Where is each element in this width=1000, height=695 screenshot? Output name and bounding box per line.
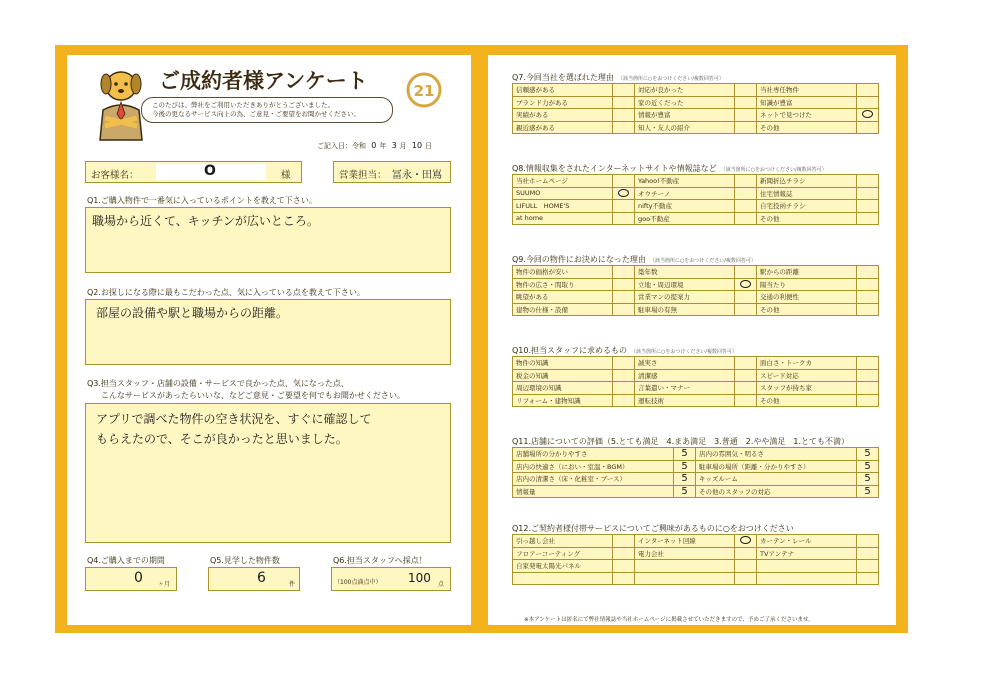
table-row bbox=[513, 535, 879, 548]
q11-table bbox=[512, 447, 879, 498]
q12-option-label: インターネット回線 bbox=[635, 535, 735, 548]
q8-title: Q8.情報収集をされたインターネットサイトや情報誌など （該当箇所に○をおつけください/複数回答可） bbox=[512, 164, 827, 173]
greeting-bubble bbox=[141, 97, 393, 123]
table-row bbox=[513, 121, 879, 134]
q8-option-mark[interactable] bbox=[735, 187, 757, 200]
q12-option-mark[interactable] bbox=[857, 535, 879, 548]
q10-option-mark[interactable] bbox=[613, 394, 635, 407]
table-row bbox=[513, 303, 879, 316]
q4-answer-box[interactable] bbox=[85, 567, 177, 591]
q9-option-mark[interactable] bbox=[857, 303, 879, 316]
table-row bbox=[513, 96, 879, 109]
date-year: 0 bbox=[371, 141, 377, 150]
q12-option-label bbox=[757, 572, 857, 585]
q8-option-label: Yahoo!不動産 bbox=[635, 175, 735, 188]
q5-question: Q5.見学した物件数 bbox=[210, 556, 280, 565]
greeting-line-2: 今後の更なるサービス向上の為、ご意見・ご要望をお聞かせください。 bbox=[152, 110, 360, 118]
q11-item-label: キッズルーム bbox=[696, 473, 857, 486]
customer-suffix: 様 bbox=[281, 170, 291, 181]
survey-title: ご成約者様アンケート bbox=[159, 69, 368, 93]
entry-date: ご記入日：令和 0 年 3 月 10 日 bbox=[317, 141, 433, 150]
q12-option-label: 自家発電太陽光パネル bbox=[513, 560, 613, 573]
q8-option-mark[interactable] bbox=[857, 187, 879, 200]
q3-question-line-1: Q3.担当スタッフ・店舗の設備・サービスで良かった点、気になった点、 bbox=[87, 379, 349, 388]
q2-answer-box[interactable] bbox=[85, 299, 451, 365]
q10-option-label: その他 bbox=[757, 394, 857, 407]
q8-option-mark[interactable] bbox=[857, 200, 879, 213]
q5-unit: 件 bbox=[289, 581, 296, 588]
q6-question: Q6.担当スタッフへ採点！ bbox=[333, 556, 427, 565]
q7-option-mark[interactable] bbox=[613, 84, 635, 97]
q3-answer-line-2: もらえたので、そこが良かったと思いました。 bbox=[96, 432, 348, 446]
q12-option-label: TVアンテナ bbox=[757, 547, 857, 560]
q6-value: 100 bbox=[408, 571, 431, 585]
circle-mark-icon bbox=[740, 280, 751, 288]
q7-option-mark[interactable] bbox=[857, 121, 879, 134]
q10-option-mark[interactable] bbox=[613, 382, 635, 395]
table-row bbox=[513, 212, 879, 225]
q10-option-label: 言葉遣い・マナー bbox=[635, 382, 735, 395]
q12-option-label bbox=[635, 560, 735, 573]
q1-answer: 職場から近くて、キッチンが広いところ。 bbox=[92, 214, 319, 228]
q10-option-mark[interactable] bbox=[857, 357, 879, 370]
q11-item-label: 店内の雰囲気・明るさ bbox=[696, 448, 857, 461]
table-row bbox=[513, 266, 879, 279]
q2-answer: 部屋の設備や駅と職場からの距離。 bbox=[96, 306, 289, 320]
q8-option-label: その他 bbox=[757, 212, 857, 225]
q12-option-mark[interactable] bbox=[613, 560, 635, 573]
q12-option-mark[interactable] bbox=[857, 572, 879, 585]
q8-option-label: at home bbox=[513, 212, 613, 225]
q7-option-label: 知人・友人の紹介 bbox=[635, 121, 735, 134]
q11-item-score[interactable]: 5 bbox=[674, 448, 696, 461]
q10-option-mark[interactable] bbox=[735, 382, 757, 395]
q7-option-mark[interactable] bbox=[857, 84, 879, 97]
q10-option-mark[interactable] bbox=[613, 369, 635, 382]
q9-option-mark[interactable] bbox=[735, 266, 757, 279]
q6-hint: （100点満点中） bbox=[334, 579, 382, 586]
q9-option-mark[interactable] bbox=[857, 291, 879, 304]
q10-title: Q10.担当スタッフに求めるもの （該当箇所に○をおつけください/複数回答可） bbox=[512, 346, 738, 355]
q3-answer-line-1: アプリで調べた物件の空き状況を、すぐに確認して bbox=[96, 412, 372, 426]
q11-title: Q11.店舗についての評価（5.とても満足 4.まあ満足 3.普通 2.やや満足 1.とても不満） bbox=[512, 437, 850, 446]
q9-option-mark[interactable] bbox=[857, 266, 879, 279]
table-row bbox=[513, 382, 879, 395]
q7-option-label: ブランド力がある bbox=[513, 96, 613, 109]
q9-option-mark[interactable] bbox=[735, 303, 757, 316]
q4-value: 0 bbox=[134, 570, 143, 586]
table-row bbox=[513, 460, 879, 473]
circle-mark-icon bbox=[740, 536, 751, 544]
q4-unit: ヶ月 bbox=[158, 581, 171, 588]
table-row bbox=[513, 547, 879, 560]
q12-title: Q12.ご契約者様付帯サービスについてご興味があるものに○をおつけください bbox=[512, 524, 794, 533]
table-row bbox=[513, 109, 879, 122]
table-row bbox=[513, 357, 879, 370]
q10-option-mark[interactable] bbox=[857, 394, 879, 407]
q10-option-label: 税金の知識 bbox=[513, 369, 613, 382]
q12-option-mark[interactable] bbox=[613, 547, 635, 560]
q12-option-mark[interactable] bbox=[857, 547, 879, 560]
table-row bbox=[513, 394, 879, 407]
q8-option-mark[interactable] bbox=[857, 175, 879, 188]
customer-label: お客様名： bbox=[91, 170, 139, 181]
q11-item-score[interactable]: 5 bbox=[674, 473, 696, 486]
q10-option-mark[interactable] bbox=[857, 382, 879, 395]
q9-option-label: 営業マンの提案力 bbox=[635, 291, 735, 304]
q7-option-mark[interactable] bbox=[613, 109, 635, 122]
q2-question: Q2.お探しになる際に最もこだわった点、気に入っている点を教えて下さい。 bbox=[87, 288, 365, 297]
q12-option-mark[interactable] bbox=[735, 535, 757, 548]
q8-option-mark[interactable] bbox=[735, 212, 757, 225]
q8-option-mark[interactable] bbox=[613, 187, 635, 200]
q11-item-label: その他のスタッフの対応 bbox=[696, 485, 857, 498]
q7-option-label: その他 bbox=[757, 121, 857, 134]
q10-table bbox=[512, 356, 879, 407]
q11-item-score[interactable]: 5 bbox=[857, 460, 879, 473]
q8-option-mark[interactable] bbox=[613, 175, 635, 188]
q7-option-label: 実績がある bbox=[513, 109, 613, 122]
q8-option-label: 住宅情報誌 bbox=[757, 187, 857, 200]
staff-label: 営業担当： bbox=[339, 170, 387, 181]
q12-option-mark[interactable] bbox=[735, 572, 757, 585]
q12-option-mark[interactable] bbox=[613, 572, 635, 585]
q8-option-mark[interactable] bbox=[735, 200, 757, 213]
q5-answer-box[interactable] bbox=[208, 567, 300, 591]
q7-option-mark[interactable] bbox=[735, 109, 757, 122]
q8-option-label: goo不動産 bbox=[635, 212, 735, 225]
q10-option-label: 誠実さ bbox=[635, 357, 735, 370]
q10-option-label: スピード対応 bbox=[757, 369, 857, 382]
left-page bbox=[67, 55, 471, 625]
q12-option-label bbox=[513, 572, 613, 585]
q7-option-mark[interactable] bbox=[857, 109, 879, 122]
q9-option-mark[interactable] bbox=[613, 291, 635, 304]
q7-option-label: 情報が豊富 bbox=[635, 109, 735, 122]
table-row bbox=[513, 187, 879, 200]
table-row bbox=[513, 473, 879, 486]
q12-option-label: 引っ越し会社 bbox=[513, 535, 613, 548]
q10-option-label: 面白さ・トークカ bbox=[757, 357, 857, 370]
q10-option-mark[interactable] bbox=[613, 357, 635, 370]
q9-option-label: 立地・周辺環境 bbox=[635, 278, 735, 291]
table-row bbox=[513, 572, 879, 585]
q7-option-mark[interactable] bbox=[735, 96, 757, 109]
q7-option-label: ネットで見つけた bbox=[757, 109, 857, 122]
q12-option-label bbox=[635, 572, 735, 585]
q12-option-label: 電力会社 bbox=[635, 547, 735, 560]
q8-option-label: 自宅投函チラシ bbox=[757, 200, 857, 213]
q9-table bbox=[512, 265, 879, 316]
q7-option-label: 家の近くだった bbox=[635, 96, 735, 109]
q7-option-mark[interactable] bbox=[857, 96, 879, 109]
q9-option-mark[interactable] bbox=[735, 291, 757, 304]
q7-option-label: 対応が良かった bbox=[635, 84, 735, 97]
century21-logo-icon bbox=[405, 71, 443, 109]
q4-question: Q4.ご購入までの期間 bbox=[87, 556, 165, 565]
q7-option-mark[interactable] bbox=[735, 84, 757, 97]
q12-option-mark[interactable] bbox=[857, 560, 879, 573]
q10-option-mark[interactable] bbox=[735, 394, 757, 407]
q7-option-label: 信頼感がある bbox=[513, 84, 613, 97]
footer-note: ※本アンケートは匿名にて弊社情報誌や当社ホームページに掲載させていただきますので、予めご了承くださいませ。 bbox=[524, 617, 814, 623]
right-page bbox=[488, 55, 896, 625]
q9-option-label: 建物の仕様・設備 bbox=[513, 303, 613, 316]
table-row bbox=[513, 84, 879, 97]
q11-item-label: 駐車場の場所（距離・分かりやすさ） bbox=[696, 460, 857, 473]
q9-option-label: その他 bbox=[757, 303, 857, 316]
staff-value: 冨永・田嶌 bbox=[392, 170, 442, 181]
q8-option-label: 新聞折込チラシ bbox=[757, 175, 857, 188]
q8-option-mark[interactable] bbox=[613, 200, 635, 213]
q7-option-mark[interactable] bbox=[613, 96, 635, 109]
q12-option-mark[interactable] bbox=[735, 560, 757, 573]
customer-name-field[interactable] bbox=[85, 161, 302, 183]
table-row bbox=[513, 200, 879, 213]
q10-option-label: 清潔感 bbox=[635, 369, 735, 382]
logo-text: 21 bbox=[413, 82, 435, 100]
table-row bbox=[513, 448, 879, 461]
q5-value: 6 bbox=[257, 570, 266, 586]
q9-option-label: 駐車場の有無 bbox=[635, 303, 735, 316]
q9-option-label: 物件の広さ・間取り bbox=[513, 278, 613, 291]
date-month: 3 bbox=[391, 141, 397, 150]
q6-answer-box[interactable] bbox=[331, 567, 451, 591]
q11-item-label: 店内の清潔さ（床・化粧室・ブース） bbox=[513, 473, 674, 486]
q11-item-score[interactable]: 5 bbox=[857, 473, 879, 486]
table-row bbox=[513, 278, 879, 291]
circle-mark-icon bbox=[862, 110, 873, 118]
table-row bbox=[513, 560, 879, 573]
date-day: 10 bbox=[411, 141, 423, 150]
q12-option-label bbox=[757, 560, 857, 573]
q10-option-label: スタッフが持ち家 bbox=[757, 382, 857, 395]
q12-table bbox=[512, 534, 879, 585]
q9-option-mark[interactable] bbox=[613, 278, 635, 291]
q7-option-label: 知識が豊富 bbox=[757, 96, 857, 109]
q8-table bbox=[512, 174, 879, 225]
q10-option-mark[interactable] bbox=[735, 369, 757, 382]
q9-option-mark[interactable] bbox=[735, 278, 757, 291]
q8-option-mark[interactable] bbox=[735, 175, 757, 188]
q9-option-mark[interactable] bbox=[613, 266, 635, 279]
q11-item-score[interactable]: 5 bbox=[857, 448, 879, 461]
q9-option-label: 眺望がある bbox=[513, 291, 613, 304]
q8-option-label: オウチーノ bbox=[635, 187, 735, 200]
q3-answer-box[interactable] bbox=[85, 403, 451, 543]
q7-option-label: 当社専任物件 bbox=[757, 84, 857, 97]
circle-mark-icon bbox=[618, 189, 629, 197]
q10-option-mark[interactable] bbox=[735, 357, 757, 370]
customer-name-value: O bbox=[204, 163, 216, 179]
q7-option-mark[interactable] bbox=[735, 121, 757, 134]
q7-option-mark[interactable] bbox=[613, 121, 635, 134]
q9-option-mark[interactable] bbox=[613, 303, 635, 316]
sales-staff-field[interactable] bbox=[333, 161, 451, 183]
q9-title: Q9.今回の物件にお決めになった理由 （該当箇所に○をおつけください/複数回答可） bbox=[512, 255, 756, 264]
q11-item-label: 店舗場所の分かりやすさ bbox=[513, 448, 674, 461]
q9-option-label: 陽当たり bbox=[757, 278, 857, 291]
q12-option-mark[interactable] bbox=[735, 547, 757, 560]
table-row bbox=[513, 485, 879, 498]
q12-option-label: カーテン・レール bbox=[757, 535, 857, 548]
q11-item-score[interactable]: 5 bbox=[857, 485, 879, 498]
q11-item-score[interactable]: 5 bbox=[674, 460, 696, 473]
q9-option-label: 物件の価格が安い bbox=[513, 266, 613, 279]
table-row bbox=[513, 175, 879, 188]
q8-option-label: SUUMO bbox=[513, 187, 613, 200]
q10-option-label: 運転技術 bbox=[635, 394, 735, 407]
q9-option-label: 交通の利便性 bbox=[757, 291, 857, 304]
q9-option-label: 築年数 bbox=[635, 266, 735, 279]
q12-option-label: フロアーコーティング bbox=[513, 547, 613, 560]
q9-option-mark[interactable] bbox=[857, 278, 879, 291]
q8-option-mark[interactable] bbox=[857, 212, 879, 225]
q6-unit: 点 bbox=[438, 581, 445, 588]
q1-answer-box[interactable] bbox=[85, 207, 451, 273]
q10-option-label: 物件の知識 bbox=[513, 357, 613, 370]
q8-option-label: 当社ホームページ bbox=[513, 175, 613, 188]
q11-item-label: 情報量 bbox=[513, 485, 674, 498]
q1-question: Q1.ご購入物件で一番気に入っているポイントを教えて下さい。 bbox=[87, 196, 317, 205]
q9-option-label: 駅からの距離 bbox=[757, 266, 857, 279]
q10-option-mark[interactable] bbox=[857, 369, 879, 382]
q10-option-label: リフォーム・建物知識 bbox=[513, 394, 613, 407]
q8-option-label: LIFULL HOME'S bbox=[513, 200, 613, 213]
q8-option-label: nifty不動産 bbox=[635, 200, 735, 213]
q11-item-score[interactable]: 5 bbox=[674, 485, 696, 498]
q12-option-mark[interactable] bbox=[613, 535, 635, 548]
q11-item-label: 店内の快適さ（におい・室温・BGM） bbox=[513, 460, 674, 473]
q3-question-line-2: こんなサービスがあったらいいな、などご意見・ご要望を何でもお聞かせください。 bbox=[101, 391, 405, 400]
q10-option-label: 周辺環境の知識 bbox=[513, 382, 613, 395]
q7-title: Q7.今回当社を選ばれた理由 （該当箇所に○をおつけください/複数回答可） bbox=[512, 73, 724, 82]
q7-table bbox=[512, 83, 879, 134]
table-row bbox=[513, 369, 879, 382]
table-row bbox=[513, 291, 879, 304]
q7-option-label: 親近感がある bbox=[513, 121, 613, 134]
greeting-line-1: このたびは、弊社をご利用いただきありがとうございました。 bbox=[152, 101, 334, 109]
q8-option-mark[interactable] bbox=[613, 212, 635, 225]
